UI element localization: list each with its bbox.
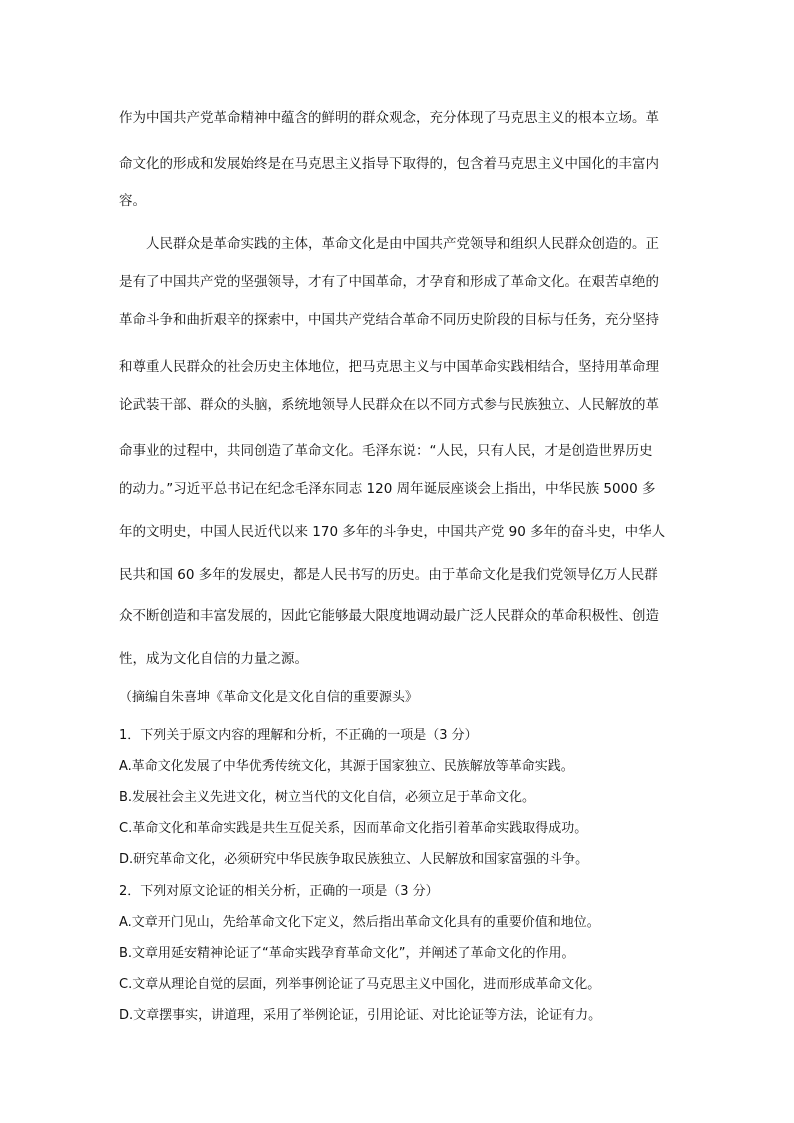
passage-line: 性，成为文化自信的力量之源。 <box>119 651 308 667</box>
passage-line: 众不断创造和丰富发展的，因此它能够最大限度地调动最广泛人民群众的革命积极性、创造 <box>119 608 659 624</box>
question-stem: 2．下列对原文论证的相关分析，正确的一项是（3 分） <box>119 884 439 899</box>
question-stem: 1．下列关于原文内容的理解和分析，不正确的一项是（3 分） <box>119 728 478 743</box>
answer-option: A.文章开门见山，先给革命文化下定义，然后指出革命文化具有的重要价值和地位。 <box>119 915 600 930</box>
passage-line: 容。 <box>119 193 146 209</box>
answer-option: B.文章用延安精神论证了“革命实践孕育革命文化”，并阐述了革命文化的作用。 <box>119 946 575 961</box>
passage-line: 革命斗争和曲折艰辛的探索中，中国共产党结合革命不同历史阶段的目标与任务，充分坚持 <box>119 312 659 328</box>
passage-line: 和尊重人民群众的社会历史主体地位，把马克思主义与中国革命实践相结合，坚持用革命理 <box>119 359 659 375</box>
passage-line: 命文化的形成和发展始终是在马克思主义指导下取得的，包含着马克思主义中国化的丰富内 <box>119 156 659 172</box>
answer-option: D.研究革命文化，必须研究中华民族争取民族独立、人民解放和国家富强的斗争。 <box>119 852 589 867</box>
answer-option: A.革命文化发展了中华优秀传统文化，其源于国家独立、民族解放等革命实践。 <box>119 759 574 774</box>
passage-line: 的动力。”习近平总书记在纪念毛泽东同志 120 周年诞辰座谈会上指出，中华民族 5000 多 <box>119 481 656 497</box>
passage-line: 民共和国 60 多年的发展史，都是人民书写的历史。由于革命文化是我们党领导亿万人民群 <box>119 567 658 583</box>
answer-option: B.发展社会主义先进文化，树立当代的文化自信，必须立足于革命文化。 <box>119 790 536 805</box>
passage-line: 年的文明史，中国人民近代以来 170 多年的斗争史，中国共产党 90 多年的奋斗史，中华人 <box>119 524 666 540</box>
passage-line: 命事业的过程中，共同创造了革命文化。毛泽东说：“人民，只有人民，才是创造世界历史 <box>119 443 653 459</box>
passage-line: 作为中国共产党革命精神中蕴含的鲜明的群众观念，充分体现了马克思主义的根本立场。革 <box>119 110 659 126</box>
source-citation: （摘编自朱喜坤《革命文化是文化自信的重要源头》 <box>119 690 419 705</box>
answer-option: D.文章摆事实，讲道理，采用了举例论证，引用论证、对比论证等方法，论证有力。 <box>119 1008 602 1023</box>
passage-line: 人民群众是革命实践的主体，革命文化是由中国共产党领导和组织人民群众创造的。正 <box>119 236 659 252</box>
passage-line: 是有了中国共产党的坚强领导，才有了中国革命，才孕育和形成了革命文化。在艰苦卓绝的 <box>119 274 659 290</box>
passage-line: 论武装干部、群众的头脑，系统地领导人民群众在以不同方式参与民族独立、人民解放的革 <box>119 397 659 413</box>
answer-option: C.文章从理论自觉的层面，列举事例论证了马克思主义中国化，进而形成革命文化。 <box>119 977 601 992</box>
answer-option: C.革命文化和革命实践是共生互促关系，因而革命文化指引着革命实践取得成功。 <box>119 821 588 836</box>
